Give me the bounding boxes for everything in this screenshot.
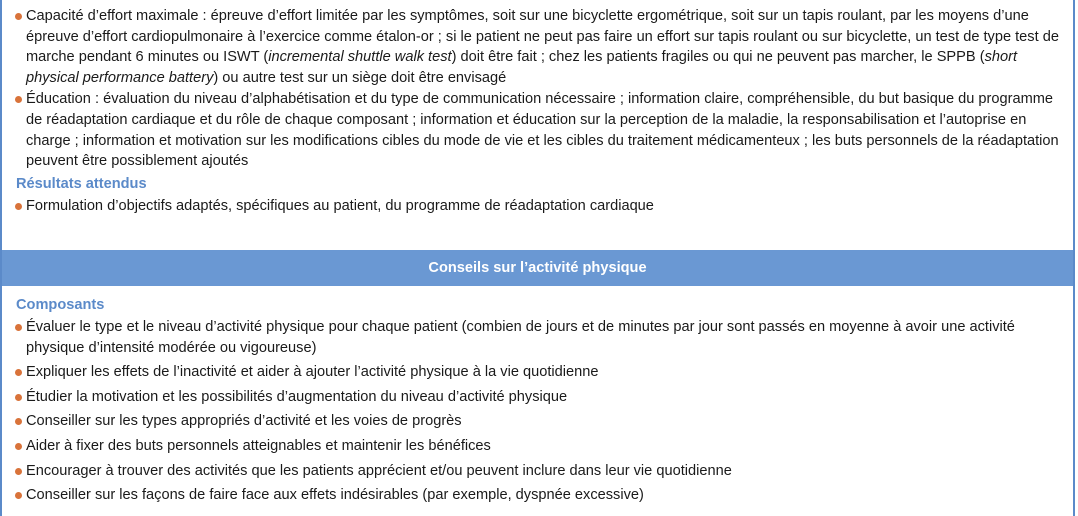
bullet-text: Évaluer le type et le niveau d’activité physique pour chaque patient (combien de jours et de minutes par jour sont passés en moyenne à avoir une activité physique d’intensité modérée ou vigoureuse) bbox=[26, 319, 1015, 356]
bullet-dot-icon bbox=[15, 394, 22, 401]
bullet-dot-icon bbox=[15, 468, 22, 475]
bullet-text bbox=[26, 89, 1061, 171]
italic-term: incremental shuttle walk test bbox=[268, 49, 452, 66]
component-bullet-item bbox=[16, 436, 1061, 457]
components-bullet-list bbox=[16, 317, 1061, 506]
bullet-dot-icon bbox=[15, 13, 22, 20]
component-bullet-item bbox=[16, 461, 1061, 482]
component-bullet-item bbox=[16, 485, 1061, 506]
text-segment: Éducation : évaluation du niveau d’alphabétisation et du type de communication nécessaire ; information claire, compréhensible, du but basique du programme de réadaptation cardiaque et du rôle de chaque composant ; information et éducation sur la perception de la maladie, la responsabilisation et l’autoprise en charge ; information et motivation sur les modifications cibles du mode de vie et les cibles du traitement médicamenteux ; les buts personnels de la réadaptation peuvent être possiblement ajoutés bbox=[26, 91, 1059, 170]
bullet-dot-icon bbox=[15, 418, 22, 425]
results-bullet-item bbox=[16, 196, 1061, 217]
components-heading: Composants bbox=[16, 297, 105, 313]
bullet-text: Formulation d’objectifs adaptés, spécifiques au patient, du programme de réadaptation cardiaque bbox=[26, 197, 654, 214]
bullet-dot-icon bbox=[15, 443, 22, 450]
bullet-text bbox=[26, 6, 1061, 88]
component-bullet-item bbox=[16, 317, 1061, 358]
component-bullet-item bbox=[16, 362, 1061, 383]
bullet-dot-icon bbox=[15, 203, 22, 210]
component-bullet-item bbox=[16, 387, 1061, 408]
bullet-text: Conseiller sur les façons de faire face aux effets indésirables (par exemple, dyspnée excessive) bbox=[26, 487, 644, 504]
bullet-dot-icon bbox=[15, 96, 22, 103]
results-bullet-list bbox=[16, 196, 1061, 217]
results-heading: Résultats attendus bbox=[16, 175, 147, 192]
top-section bbox=[16, 6, 1061, 217]
top-bullet-item bbox=[16, 89, 1061, 171]
bullet-text: Aider à fixer des buts personnels atteignables et maintenir les bénéfices bbox=[26, 437, 491, 454]
bullet-text: Expliquer les effets de l’inactivité et aider à ajouter l’activité physique à la vie quotidienne bbox=[26, 364, 599, 381]
text-segment: ) ou autre test sur un siège doit être envisagé bbox=[213, 69, 507, 86]
text-segment: ) doit être fait ; chez les patients fragiles ou qui ne peuvent pas marcher, le SPPB ( bbox=[451, 49, 985, 66]
bullet-dot-icon bbox=[15, 369, 22, 376]
bullet-text: Conseiller sur les types appropriés d’activité et les voies de progrès bbox=[26, 413, 462, 430]
bullet-dot-icon bbox=[15, 324, 22, 331]
top-bullet-list bbox=[16, 6, 1061, 172]
band-title: Conseils sur l’activité physique bbox=[428, 260, 647, 276]
text-segment: Capacité d’effort maximale : épreuve d’effort limitée par les symptômes, soit sur une bicyclette ergométrique, soit sur un tapis roulant, par les moyens d’une épreuve d’effort cardiopulmonaire à l’exercice comme étalon-or ; si le patient ne peut pas faire un effort sur tapis roulant ou sur bicyclette, un test de type test de marche pendant 6 minutes ou ISWT ( bbox=[26, 8, 1059, 66]
italic-term: short physical performance battery bbox=[26, 49, 1018, 86]
bullet-dot-icon bbox=[15, 492, 22, 499]
component-bullet-item bbox=[16, 411, 1061, 432]
bottom-section bbox=[16, 293, 1061, 510]
bullet-text: Encourager à trouver des activités que les patients apprécient et/ou peuvent inclure dans leur vie quotidienne bbox=[26, 462, 732, 479]
section-band bbox=[2, 248, 1073, 286]
bullet-text: Étudier la motivation et les possibilités d’augmentation du niveau d’activité physique bbox=[26, 388, 568, 405]
top-bullet-item bbox=[16, 6, 1061, 88]
